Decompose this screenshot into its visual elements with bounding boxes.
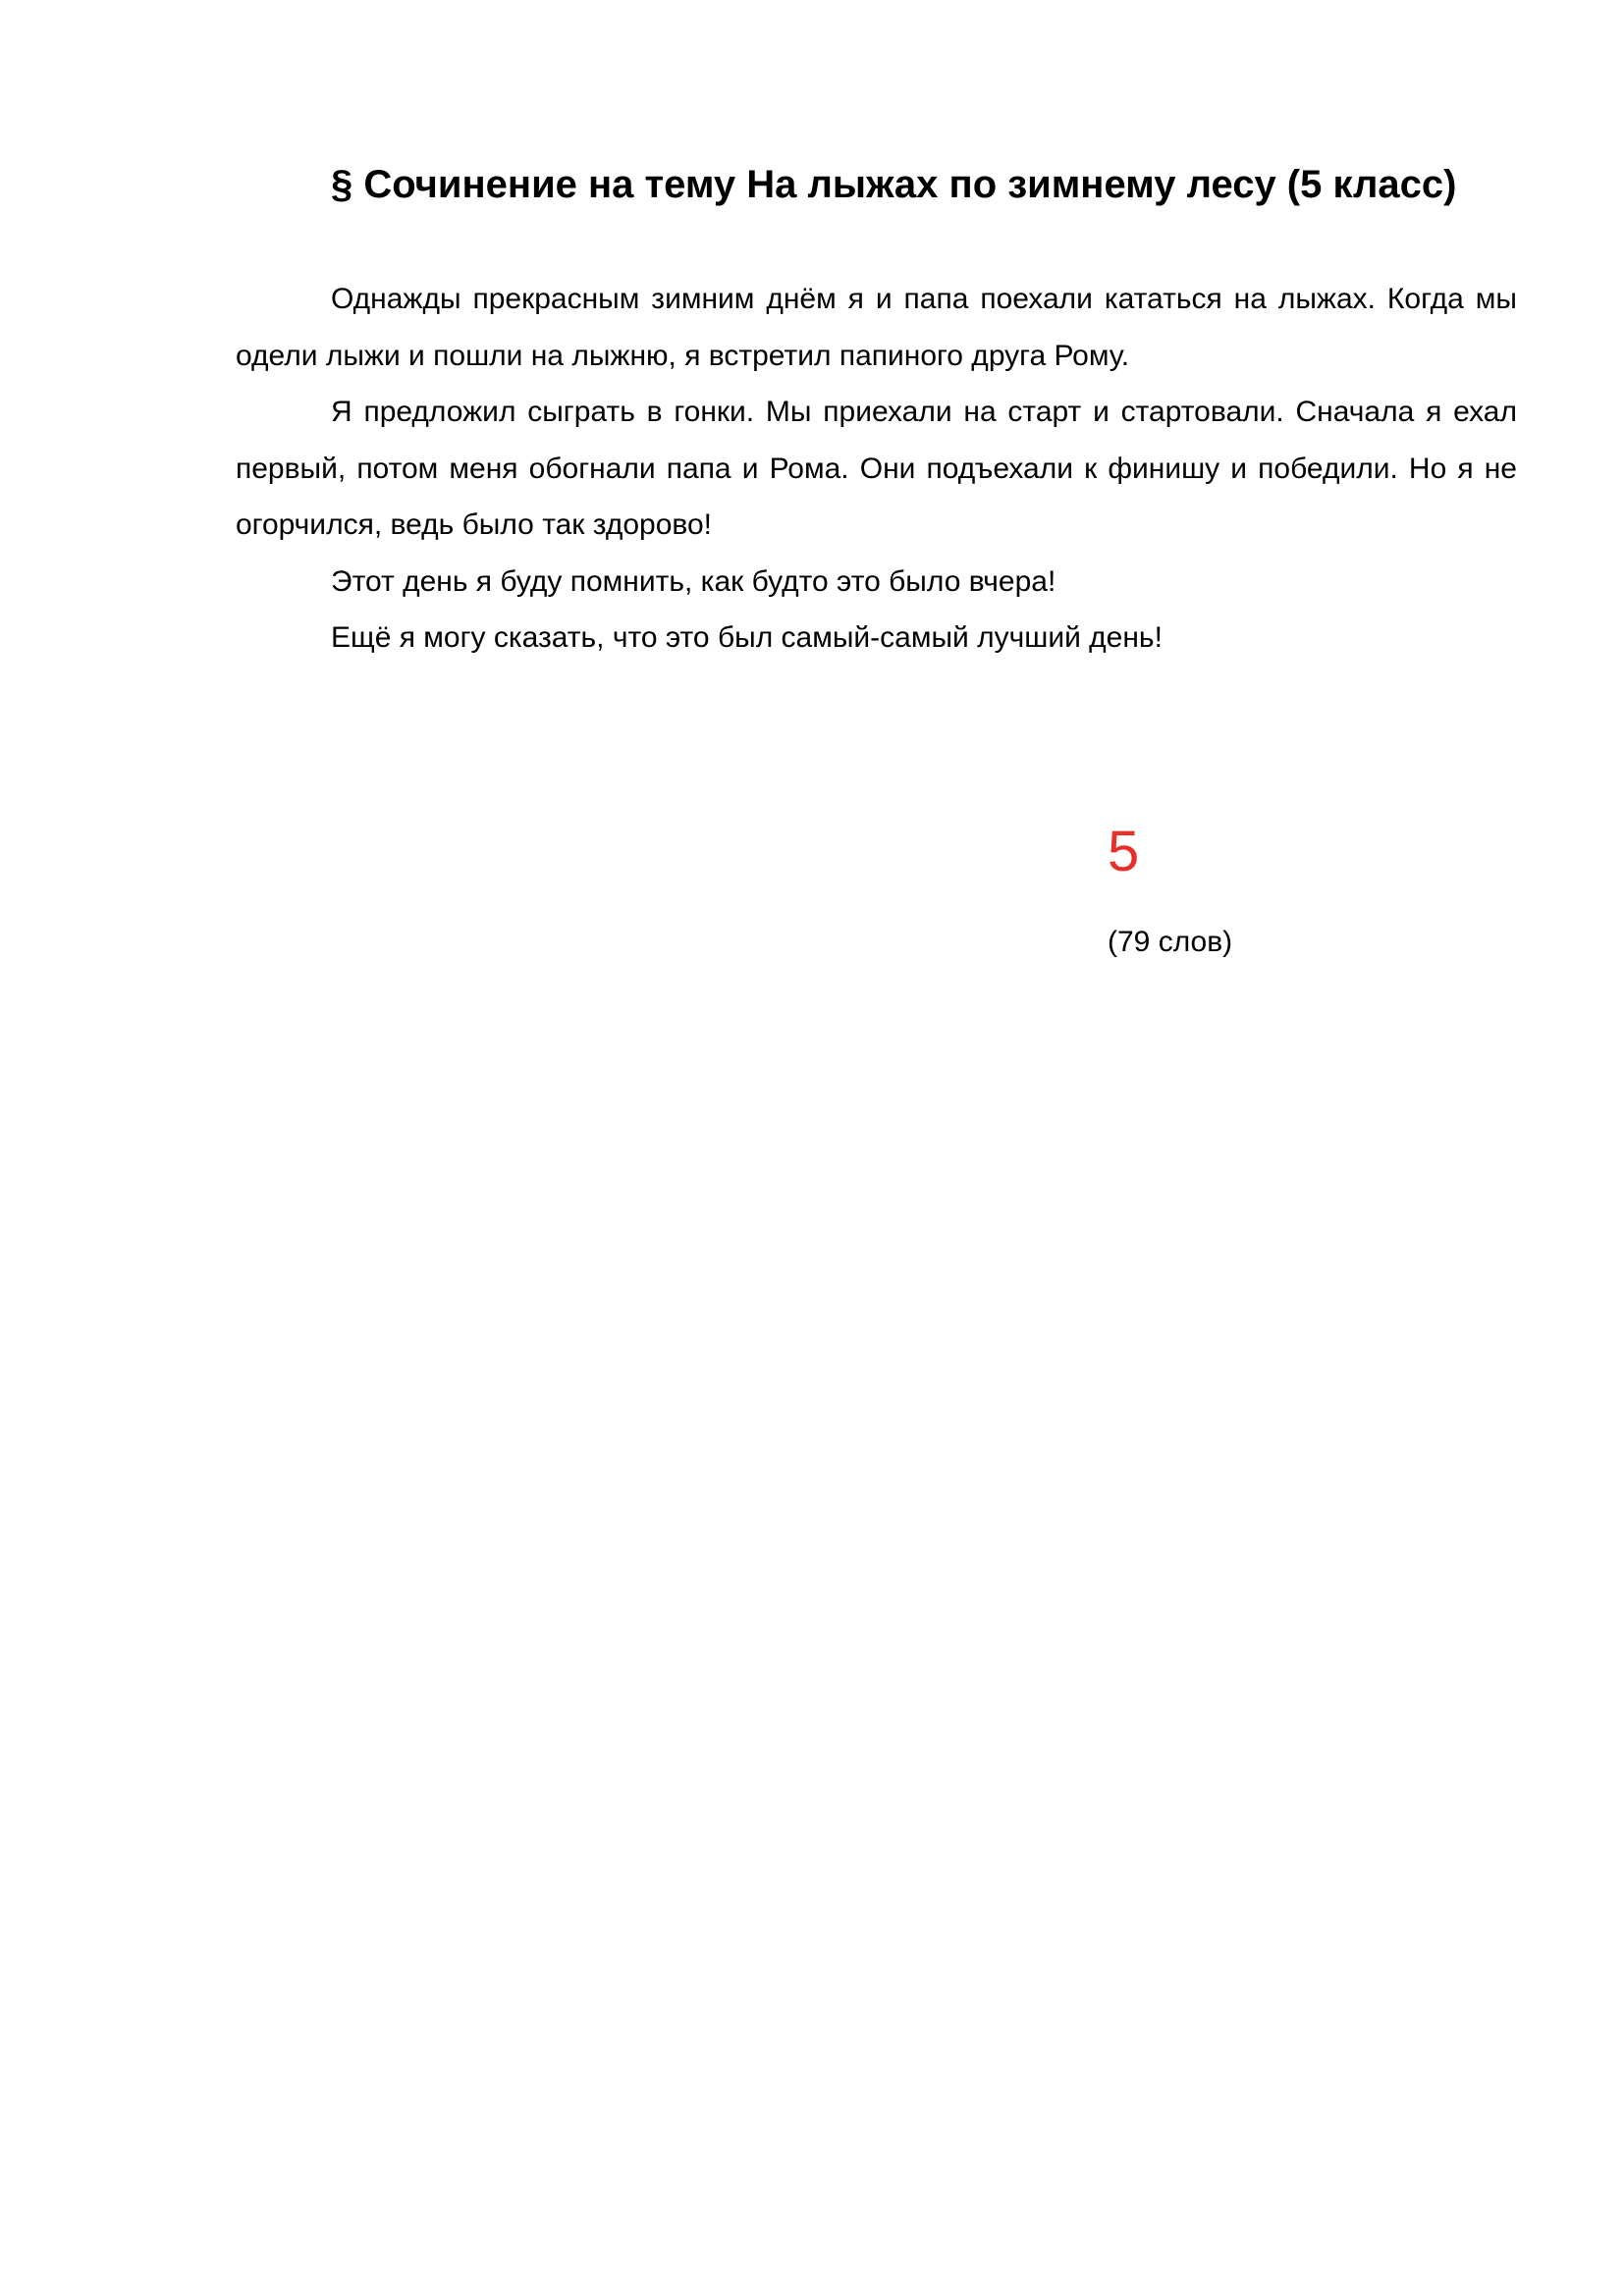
grade-mark: 5: [1108, 820, 1140, 883]
essay-paragraph: Ещё я могу сказать, что это был самый-самый лучший день!: [331, 621, 1163, 654]
document-title: § Сочинение на тему На лыжах по зимнему лесу (5 класс): [331, 163, 1457, 206]
essay-paragraph: Однажды прекрасным зимним днём я и папа поехали кататься на лыжах. Когда мы одели лыжи и пошли на лыжню, я встретил папиного друга Рому.: [236, 283, 1517, 372]
essay-paragraph: Этот день я буду помнить, как будто это было вчера!: [331, 564, 1056, 598]
essay-body: [236, 271, 1517, 667]
document-content: [236, 147, 1517, 667]
word-count: (79 слов): [1108, 926, 1233, 958]
essay-paragraph: Я предложил сыграть в гонки. Мы приехали на старт и стартовали. Сначала я ехал первый, потом меня обогнали папа и Рома. Они подъехали к финишу и победили. Но я не огорчился, ведь было так здорово!: [236, 396, 1517, 541]
